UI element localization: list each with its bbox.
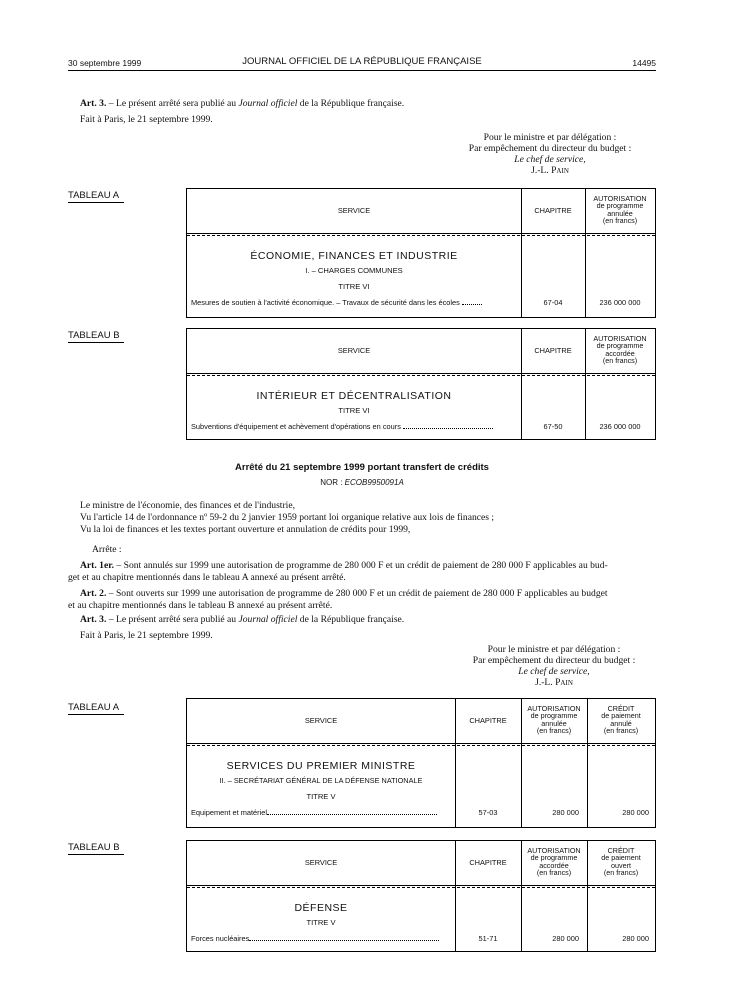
table-3-row-text: Equipement et matériel	[191, 808, 267, 817]
decree-title: Arrêté du 21 septembre 1999 portant transfert de crédits	[235, 462, 489, 473]
header-page-number: 14495	[632, 58, 656, 68]
table-3-row-credit: 280 000	[622, 808, 649, 817]
table-3-row-chapitre: 57-03	[478, 808, 498, 817]
table-1-header-chapitre: CHAPITRE	[534, 206, 572, 215]
nor-label: NOR :	[320, 478, 345, 487]
table-3-row-autorisation: 280 000	[552, 808, 579, 817]
table-4-label: TABLEAU B	[68, 842, 124, 855]
table-1-section: I. – CHARGES COMMUNES	[305, 266, 403, 275]
table-2-ministry: INTÉRIEUR ET DÉCENTRALISATION	[256, 390, 452, 402]
decree-nor	[68, 478, 656, 487]
table-3-header-credit-l3: annulé	[610, 718, 632, 728]
table-1-titre: TITRE VI	[338, 282, 370, 291]
article-3b-text-a: – Le présent arrêté sera publié au	[106, 614, 239, 625]
signature-2-line-2: Par empêchement du directeur du budget :	[472, 655, 636, 666]
done-at-second: Fait à Paris, le 21 septembre 1999.	[80, 630, 213, 641]
signature-2-line-3: Le chef de service,	[518, 666, 590, 677]
article-3-label: Art. 3.	[80, 98, 107, 109]
table-4-header-autorisation-l4: (en francs)	[536, 868, 572, 878]
table-3-header-credit-l4: (en francs)	[603, 726, 639, 736]
article-3b-text-b: de la République française.	[297, 614, 405, 625]
article-3-text-b: de la République française.	[297, 98, 405, 109]
table-4-header-credit	[587, 847, 655, 877]
table-1-row-text: Mesures de soutien à l'activité économique. – Travaux de sécurité dans les écoles	[191, 298, 460, 307]
table-4-header-autorisation-l3: accordée	[539, 860, 569, 870]
table-3-header-credit	[587, 705, 655, 735]
table-4-header-autorisation-l1: AUTORISATION	[527, 846, 581, 855]
signature-line-1: Pour le ministre et par délégation :	[483, 132, 617, 143]
table-1-row-label	[191, 298, 517, 307]
article-2-label: Art. 2.	[80, 588, 107, 599]
table-4-header-autorisation-l2: de programme	[530, 853, 578, 863]
table-3-ministry: SERVICES DU PREMIER MINISTRE	[226, 760, 416, 772]
signature-2-line-1: Pour le ministre et par délégation :	[487, 644, 621, 655]
table-3-header-autorisation-l2: de programme	[530, 711, 578, 721]
article-3b-journal: Journal officiel	[238, 614, 298, 625]
table-3-label: TABLEAU A	[68, 702, 124, 715]
table-4-row-label	[191, 934, 451, 943]
table-4-header-credit-l1: CRÉDIT	[607, 846, 635, 855]
article-3b-label: Art. 3.	[80, 614, 107, 625]
header-journal-title: JOURNAL OFFICIEL DE LA RÉPUBLIQUE FRANÇAISE	[242, 56, 482, 67]
table-3-header-autorisation-l4: (en francs)	[536, 726, 572, 736]
table-2-row-autorisation: 236 000 000	[599, 422, 641, 431]
table-4-header-credit-l4: (en francs)	[603, 868, 639, 878]
decree-para-2: Vu l'article 14 de l'ordonnance nº 59-2 du 2 janvier 1959 portant loi organique relative aux lois de finances ;	[80, 512, 495, 523]
header-date: 30 septembre 1999	[68, 58, 142, 68]
article-2-line-1: – Sont ouverts sur 1999 une autorisation de programme de 280 000 F et un crédit de paiement de 280 000 F applicables au budget	[106, 588, 608, 599]
table-2-header-autorisation-l2: de programme	[596, 341, 644, 351]
decree-para-3: Vu la loi de finances et les textes portant ouverture et annulation de crédits pour 1999,	[80, 524, 411, 535]
table-1-row-autorisation: 236 000 000	[599, 298, 641, 307]
table-2-titre: TITRE VI	[338, 406, 370, 415]
table-1-header-autorisation-l2: de programme	[596, 201, 644, 211]
table-2-row-label	[191, 422, 517, 431]
table-3-header-credit-l1: CRÉDIT	[607, 704, 635, 713]
article-3-second	[80, 614, 404, 626]
done-at-first: Fait à Paris, le 21 septembre 1999.	[80, 114, 213, 125]
table-1-row-chapitre: 67-04	[543, 298, 563, 307]
table-1-label: TABLEAU A	[68, 190, 124, 203]
signature-2-name: J.-L. Pain	[535, 677, 573, 688]
table-4-row-autorisation: 280 000	[552, 934, 579, 943]
table-4-header-credit-l2: de paiement	[601, 853, 641, 863]
table-2-header-chapitre: CHAPITRE	[534, 346, 572, 355]
table-1-header-autorisation-l1: AUTORISATION	[593, 194, 647, 203]
article-1	[80, 560, 608, 572]
table-3-header-autorisation	[521, 705, 587, 735]
table-2-header-autorisation-l3: accordée	[605, 348, 635, 358]
article-2	[80, 588, 608, 600]
table-2-header-autorisation	[585, 335, 655, 365]
table-3-header-service: SERVICE	[304, 716, 338, 725]
signature-name: J.-L. Pain	[531, 165, 569, 176]
signature-line-2: Par empêchement du directeur du budget :	[468, 143, 632, 154]
table-3-titre: TITRE V	[306, 792, 336, 801]
article-1-line-2: get et au chapitre mentionnés dans le tableau A annexé au présent arrêté.	[68, 572, 346, 583]
article-3-first	[80, 98, 404, 110]
table-2-header-autorisation-l4: (en francs)	[602, 356, 638, 366]
table-3-header-chapitre: CHAPITRE	[469, 716, 507, 725]
header-rule	[68, 70, 656, 71]
table-3-section: II. – SECRÉTARIAT GÉNÉRAL DE LA DÉFENSE NATIONALE	[219, 776, 423, 785]
table-2	[186, 328, 656, 440]
table-3-row-label	[191, 808, 451, 817]
table-4-header-service: SERVICE	[304, 858, 338, 867]
article-1-line-1: – Sont annulés sur 1999 une autorisation de programme de 280 000 F et un crédit de paiement de 280 000 F applicables au bud-	[114, 560, 608, 571]
table-1-header-autorisation-l4: (en francs)	[602, 216, 638, 226]
table-4	[186, 840, 656, 952]
table-4-header-autorisation	[521, 847, 587, 877]
nor-code: ECOB9950091A	[344, 478, 404, 487]
table-2-row-chapitre: 67-50	[543, 422, 563, 431]
table-2-label: TABLEAU B	[68, 330, 124, 343]
table-1	[186, 188, 656, 318]
decree-arrete: Arrête :	[92, 544, 122, 555]
table-1-ministry: ÉCONOMIE, FINANCES ET INDUSTRIE	[250, 250, 458, 262]
table-2-row-text: Subventions d'équipement et achèvement d'opérations en cours	[191, 422, 401, 431]
table-4-header-chapitre: CHAPITRE	[469, 858, 507, 867]
table-1-header-autorisation-l3: annulée	[607, 208, 633, 218]
article-2-line-2: et au chapitre mentionnés dans le tableau B annexé au présent arrêté.	[68, 600, 333, 611]
table-4-ministry: DÉFENSE	[294, 902, 348, 914]
table-3	[186, 698, 656, 828]
table-4-row-credit: 280 000	[622, 934, 649, 943]
article-1-label: Art. 1er.	[80, 560, 115, 571]
article-3-text-a: – Le présent arrêté sera publié au	[106, 98, 239, 109]
table-4-row-text: Forces nucléaires	[191, 934, 250, 943]
signature-line-3: Le chef de service,	[514, 154, 586, 165]
table-1-header-service: SERVICE	[337, 206, 371, 215]
table-3-header-autorisation-l1: AUTORISATION	[527, 704, 581, 713]
table-2-header-service: SERVICE	[337, 346, 371, 355]
table-4-row-chapitre: 51-71	[478, 934, 498, 943]
article-3-journal: Journal officiel	[238, 98, 298, 109]
table-3-header-credit-l2: de paiement	[601, 711, 641, 721]
table-1-header-autorisation	[585, 195, 655, 225]
decree-para-1: Le ministre de l'économie, des finances et de l'industrie,	[80, 500, 295, 511]
table-2-header-autorisation-l1: AUTORISATION	[593, 334, 647, 343]
table-4-header-credit-l3: ouvert	[611, 860, 631, 870]
table-3-header-autorisation-l3: annulée	[541, 718, 567, 728]
table-4-titre: TITRE V	[306, 918, 336, 927]
